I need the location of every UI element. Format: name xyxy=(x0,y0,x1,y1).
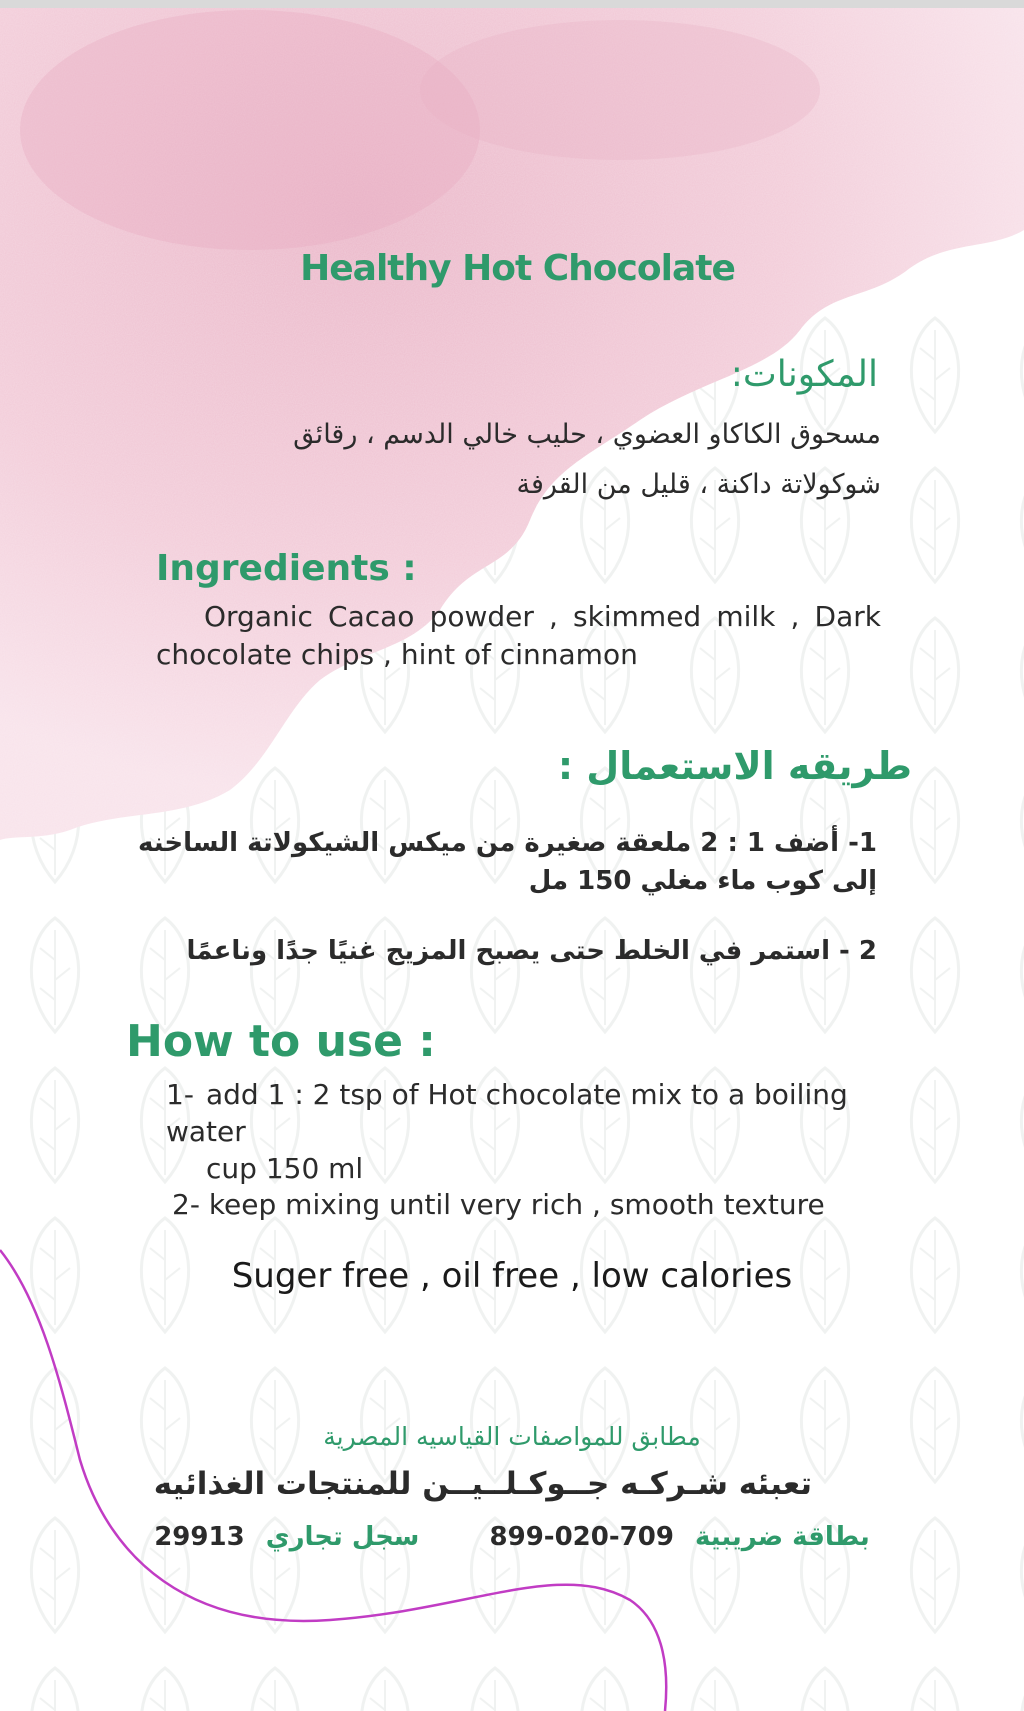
footer-standard-compliance: مطابق للمواصفات القياسيه المصرية xyxy=(323,1422,701,1451)
nutrition-claims: Suger free , oil free , low calories xyxy=(231,1256,793,1296)
commercial-register-label: سجل تجاري xyxy=(265,1522,420,1552)
english-usage-heading: How to use : xyxy=(126,1016,436,1067)
step-1-line-2: cup 150 ml xyxy=(206,1152,364,1185)
tax-card-label: بطاقة ضريبية xyxy=(695,1522,870,1552)
english-usage-step-1 xyxy=(166,1076,926,1187)
step-1-number: 1- xyxy=(166,1078,194,1111)
arabic-usage-step-1: 1- أضف 1 : 2 ملعقة صغيرة من ميكس الشيكولاتة الساخنه إلى كوب ماء مغلي 150 مل xyxy=(138,828,877,896)
footer-registration xyxy=(0,1522,1024,1552)
step-1-line-1: add 1 : 2 tsp of Hot chocolate mix to a boiling water xyxy=(166,1078,848,1148)
product-title: Healthy Hot Chocolate xyxy=(300,248,735,289)
footer-company-name: تعبئه شـركـه جــوكـلــيــن للمنتجات الغذائيه xyxy=(153,1466,812,1502)
top-border xyxy=(0,0,1024,8)
arabic-usage-heading: طريقه الاستعمال : xyxy=(557,744,912,788)
arabic-usage-step-2: 2 - استمر في الخلط حتى يصبح المزيج غنيًا جدًا وناعمًا xyxy=(186,936,877,966)
arabic-ingredients-heading: المكونات: xyxy=(730,354,878,395)
english-ingredients-heading: Ingredients : xyxy=(156,548,417,589)
commercial-register-number: 29913 xyxy=(154,1522,245,1552)
english-usage-step-2: 2- keep mixing until very rich , smooth texture xyxy=(172,1188,825,1221)
english-ingredients-text: Organic Cacao powder , skimmed milk , Dark chocolate chips , hint of cinnamon xyxy=(156,600,881,671)
arabic-ingredients-text: مسحوق الكاكاو العضوي ، حليب خالي الدسم ، رقائق شوكولاتة داكنة ، قليل من القرفة xyxy=(293,419,881,500)
tax-card-number: 709-020-899 xyxy=(489,1522,674,1552)
